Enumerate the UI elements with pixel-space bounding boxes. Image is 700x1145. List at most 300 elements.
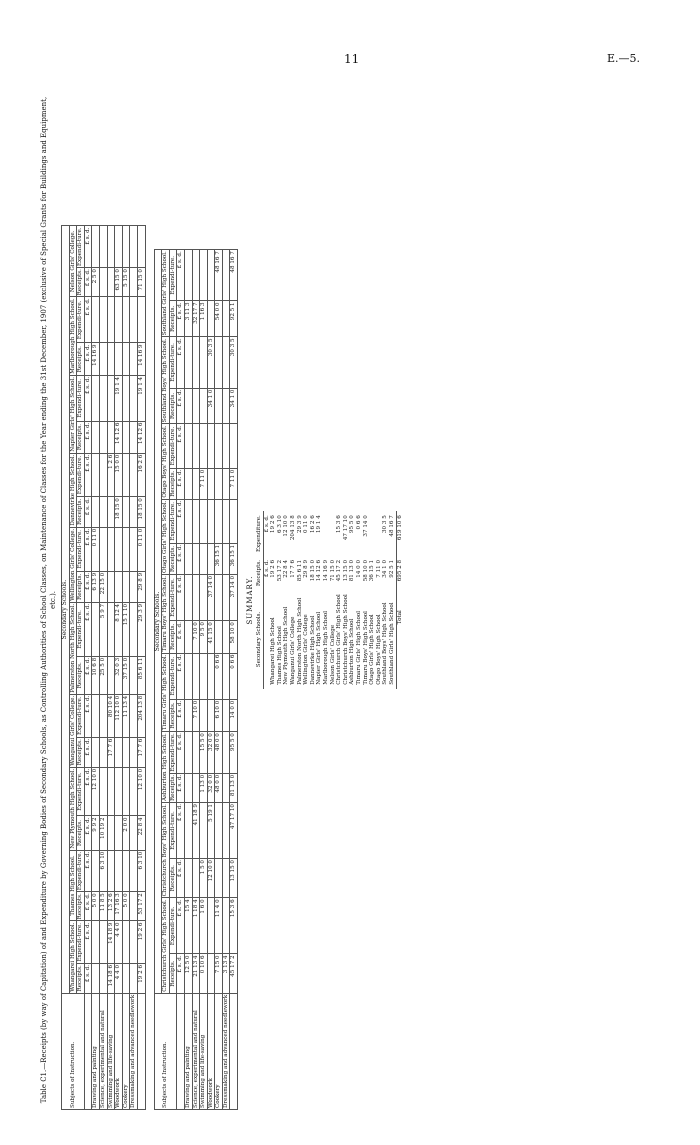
summary-total-row	[396, 511, 403, 689]
expenditure-value	[122, 226, 130, 268]
receipts-value: 2 5 0	[92, 268, 100, 297]
receipts-header: Receipts.	[169, 954, 177, 993]
expenditure-value	[99, 297, 107, 343]
summary-expenditure: 95 5 0	[349, 515, 356, 534]
units-cell: £ s. d.	[177, 301, 185, 337]
expenditure-value: 0 11 0	[92, 527, 100, 571]
expenditure-value	[99, 453, 107, 496]
expenditure-value	[207, 499, 215, 543]
expenditure-value: 19 1 4	[115, 375, 123, 421]
table-row	[222, 250, 230, 1110]
expenditure-value	[192, 732, 200, 774]
summary-receipts: 19 2 6	[270, 559, 277, 578]
totals-spacer	[230, 993, 238, 1109]
receipts-value	[200, 543, 208, 574]
receipts-header: Receipts.	[77, 656, 85, 694]
receipts-header: Receipts.	[77, 497, 85, 528]
units-cell: £ s. d.	[177, 543, 185, 574]
expenditure-total: 204 13 8	[137, 694, 145, 737]
expenditure-value	[92, 226, 100, 268]
summary-row	[376, 511, 383, 689]
units-cell: £ s. d.	[84, 527, 92, 571]
receipts-value: 21 13 4	[192, 954, 200, 993]
summary-receipts: 29 8 9	[303, 559, 310, 578]
receipts-value: 14 18 6	[107, 963, 115, 993]
summary-school-name: Napier Girls' High School	[316, 611, 323, 685]
summary-receipts-header: Receipts.	[256, 556, 263, 590]
expenditure-header: Expendi-ture.	[169, 424, 177, 468]
summary-school-name: Marlborough High School	[323, 610, 329, 685]
expenditure-value: 11 13 4	[122, 694, 130, 737]
expenditure-header: Expendi-ture.	[77, 694, 85, 737]
receipts-value: 4 4 0	[115, 963, 123, 993]
school-name: Southland Boys' High School.	[162, 338, 169, 423]
table-row	[184, 250, 192, 1110]
expenditure-value	[122, 375, 130, 421]
receipts-value: 10 19 2	[99, 816, 107, 850]
expenditure-value	[107, 602, 115, 656]
expenditure-value	[215, 574, 223, 620]
expenditure-value: 37 14 0	[207, 574, 215, 620]
receipts-header: Receipts.	[169, 859, 177, 898]
summary-school-name: Thames High School	[276, 626, 283, 685]
expenditure-total: 48 16 7	[230, 250, 238, 301]
summary-row	[389, 511, 396, 689]
summary-receipts: 13 15 0	[342, 559, 349, 582]
receipts-value	[192, 388, 200, 424]
expenditure-value: 112 10 0	[115, 694, 123, 737]
secondary-schools-header: Secondary Schools.	[154, 250, 162, 994]
units-cell: £ s. d.	[177, 803, 185, 859]
receipts-value	[184, 773, 192, 802]
units-cell: £ s. d.	[84, 375, 92, 421]
expenditure-value: 15 4	[184, 898, 192, 954]
expenditure-value	[122, 921, 130, 963]
subject-name: Swimming and life-saving	[107, 993, 115, 1109]
receipts-total: 53 17 2	[137, 892, 145, 921]
receipts-value	[207, 699, 215, 731]
receipts-value: 3 11 3	[184, 301, 192, 337]
summary-school-name: Dannevirke High School	[309, 615, 316, 685]
summary-expenditure: 15 3 6	[336, 515, 343, 534]
summary-school-name: Otago Girls' High School	[369, 614, 376, 685]
receipts-value	[222, 773, 230, 802]
subject-name: Cookery	[215, 993, 223, 1109]
units-cell: £ s. d.	[84, 892, 92, 921]
receipts-value	[122, 497, 130, 528]
expenditure-value: 1 18 4	[192, 898, 200, 954]
expenditure-value: 80 10 4	[107, 694, 115, 737]
receipts-total: 45 17 2	[230, 954, 238, 993]
expenditure-value	[115, 767, 123, 816]
receipts-value	[107, 268, 115, 297]
expenditure-value	[222, 898, 230, 954]
receipts-value	[130, 421, 138, 453]
school-name: Wanganui Girls' College.	[69, 695, 76, 766]
expenditure-total: 47 17 10	[230, 803, 238, 859]
receipts-value	[130, 656, 138, 694]
school-name: Ashburton High School.	[162, 733, 169, 802]
receipts-value	[130, 892, 138, 921]
receipts-header: Receipts.	[77, 965, 84, 992]
units-cell: £ s. d.	[84, 297, 92, 343]
expenditure-value	[184, 499, 192, 543]
receipts-value	[215, 859, 223, 898]
expenditure-value	[215, 424, 223, 468]
receipts-total: 36 15 1	[230, 543, 238, 574]
units-cell: £ s. d.	[177, 250, 185, 301]
summary-school-name: Wanganui Girls' College	[290, 616, 297, 685]
table-row	[215, 250, 223, 1110]
receipts-value: 6 13 9	[92, 571, 100, 602]
expenditure-value: 5 9 7	[99, 602, 107, 656]
expenditure-total: 16 2 6	[137, 453, 145, 496]
expenditure-value	[92, 694, 100, 737]
expenditure-header: Expendi-ture.	[169, 250, 177, 301]
receipts-header: Receipts.	[77, 739, 84, 766]
receipts-value: 2 0 0	[122, 816, 130, 850]
units-cell: £ s. d.	[84, 268, 92, 297]
table-row	[207, 250, 215, 1110]
expenditure-value	[99, 375, 107, 421]
expenditure-total: 0 11 0	[137, 527, 145, 571]
receipts-value	[130, 963, 138, 993]
receipts-value: 9 9 2	[92, 816, 100, 850]
receipts-value	[200, 699, 208, 731]
summary-row	[343, 511, 350, 689]
summary-row	[330, 511, 337, 689]
units-cell: £ s. d.	[177, 499, 185, 543]
summary-school-name: Otago Boys' High School	[375, 614, 382, 685]
receipts-value: 7 15 0	[215, 954, 223, 993]
receipts-value	[92, 737, 100, 767]
receipts-value: 17 7 6	[107, 737, 115, 767]
receipts-value	[107, 816, 115, 850]
receipts-total: 22 8 4	[137, 816, 145, 850]
summary-total-expenditure: 619 10 6	[396, 511, 403, 556]
receipts-total: 81 13 0	[230, 773, 238, 802]
expenditure-value	[200, 250, 208, 301]
expenditure-value	[184, 803, 192, 859]
subject-name: Drawing and painting	[92, 993, 100, 1109]
expenditure-value	[130, 921, 138, 963]
units-cell: £ s. d.	[177, 859, 185, 898]
summary-units-spacer	[263, 590, 270, 689]
expenditure-value	[184, 337, 192, 388]
subject-name: Drawing and painting	[184, 993, 192, 1109]
units-cell: £ s. d.	[84, 571, 92, 602]
expenditure-header: Expendi-ture.	[169, 337, 177, 388]
expenditure-value	[207, 653, 215, 699]
receipts-header: Receipts.	[169, 774, 176, 802]
expenditure-value: 8 12 4	[115, 602, 123, 656]
expenditure-value	[200, 803, 208, 859]
receipts-value	[184, 468, 192, 499]
expenditure-total	[137, 226, 145, 268]
expenditure-value: 30 3 5	[207, 337, 215, 388]
receipts-total: 58 10 0	[230, 621, 238, 653]
expenditure-value	[184, 424, 192, 468]
table-row	[122, 226, 130, 1110]
expenditure-value	[122, 453, 130, 496]
expenditure-total: 15 3 6	[230, 898, 238, 954]
receipts-value: 36 15 1	[215, 543, 223, 574]
receipts-value	[122, 737, 130, 767]
summary-receipts: 22 8 4	[283, 559, 290, 578]
units-cell: £ s. d.	[177, 424, 185, 468]
summary-expenditure: 204 13 8	[290, 515, 297, 541]
units-cell: £ s. d.	[84, 421, 92, 453]
units-cell: £ s. d.	[177, 468, 185, 499]
expenditure-value	[222, 337, 230, 388]
rotated-table-page	[40, 90, 510, 1110]
receipts-value: 9 5 0	[200, 621, 208, 653]
receipts-value: 10 6 8	[92, 656, 100, 694]
receipts-value	[92, 497, 100, 528]
expenditure-header: Expendi-ture.	[77, 602, 85, 656]
summary-expenditure: 0 11 0	[303, 515, 310, 534]
receipts-value: 63 15 0	[115, 268, 123, 297]
subject-name: Swimming and life-saving	[200, 993, 208, 1109]
receipts-value: 41 15 0	[207, 621, 215, 653]
summary-school-name: New Plymouth High School	[283, 606, 290, 685]
receipts-value	[122, 343, 130, 375]
receipts-value	[192, 468, 200, 499]
school-name: Dannevirke High School.	[69, 454, 76, 526]
expenditure-value	[122, 850, 130, 892]
expenditure-value: 32 0 0	[207, 732, 215, 774]
summary-school-name: Wellington Girls' College	[303, 614, 310, 685]
subjects-header: Subjects of Instruction.	[154, 993, 177, 1109]
summary-row	[323, 511, 330, 689]
school-name: Southland Girls' High School.	[162, 251, 169, 336]
units-cell: £ s. d.	[177, 653, 185, 699]
receipts-value: 12 10 0	[207, 859, 215, 898]
receipts-total: 85 6 11	[137, 656, 145, 694]
expenditure-value	[130, 694, 138, 737]
table-title: Table C1.—Receipts (by way of Capitation) of and Expenditure by Governing Bodies of Secondary Schools, as Controlling Authorities of School Classes, on Maintenance of Classes for the Year ending the 31st December, 1907 (exclusive of Special Grants for Buildings and Equipment, etc.).	[40, 96, 57, 1104]
receipts-value	[215, 468, 223, 499]
summary-receipts: 53 17 2	[276, 559, 283, 582]
receipts-total: 71 15 0	[137, 268, 145, 297]
expenditure-total: 6 3 10	[137, 850, 145, 892]
expenditure-value	[115, 850, 123, 892]
receipts-value: 48 0 0	[215, 773, 223, 802]
expenditure-value: 48 0 0	[215, 732, 223, 774]
summary-receipts: 14 16 9	[323, 559, 329, 582]
expenditure-value: 5 19 1	[207, 803, 215, 859]
summary-row	[369, 511, 376, 689]
expenditure-value	[222, 803, 230, 859]
receipts-total: 14 12 6	[137, 421, 145, 453]
summary-school-name: Southland Girls' High School	[388, 602, 395, 685]
summary-row	[270, 511, 277, 689]
expenditure-value: 1 6 0	[200, 898, 208, 954]
expenditure-value: 14 18 9	[107, 921, 115, 963]
receipts-value: 37 15 0	[122, 656, 130, 694]
units-cell: £ s. d.	[84, 343, 92, 375]
expenditure-value	[200, 574, 208, 620]
units-spacer	[177, 993, 185, 1109]
subject-name: Dressmaking and advanced needlework	[222, 994, 229, 1108]
summary-expenditure	[323, 511, 330, 556]
receipts-total: 14 0 0	[230, 699, 238, 731]
receipts-value: 32 17 7	[192, 301, 200, 337]
receipts-header: Receipts.	[77, 343, 85, 375]
receipts-value	[115, 816, 123, 850]
expenditure-value	[107, 226, 115, 268]
receipts-value	[184, 621, 192, 653]
expenditure-value	[207, 898, 215, 954]
expenditure-value: 4 4 0	[115, 921, 123, 963]
receipts-value: 0 10 6	[200, 954, 208, 993]
summary-expenditure	[330, 511, 337, 556]
summary-row	[356, 511, 363, 689]
receipts-value	[215, 388, 223, 424]
summary-receipts: 14 12 6	[316, 559, 323, 582]
summary-expenditure: 6 3 10	[276, 515, 283, 534]
units-cell: £ s. d.	[177, 574, 185, 620]
expenditure-value: 15 0 0	[115, 453, 123, 496]
expenditure-total: 19 2 6	[137, 921, 145, 963]
expenditure-total: 29 3 9	[137, 602, 145, 656]
summary-header-row	[256, 511, 263, 689]
summary-school-name: Ashburton High School	[349, 618, 356, 685]
units-cell: £ s. d.	[84, 656, 92, 694]
units-cell: £ s. d.	[84, 816, 92, 850]
receipts-value	[115, 571, 123, 602]
expenditure-value	[122, 297, 130, 343]
units-row	[84, 226, 92, 1110]
expenditure-value	[130, 527, 138, 571]
receipts-value	[207, 301, 215, 337]
summary-expenditure	[376, 511, 383, 556]
summary-school-name: Christchurch Boys' High School	[342, 594, 349, 685]
expenditure-value	[222, 499, 230, 543]
receipts-value	[184, 388, 192, 424]
summary-total-label: Total	[396, 590, 403, 689]
receipts-total: 34 1 0	[230, 388, 238, 424]
expenditure-value	[130, 226, 138, 268]
summary-expenditure	[369, 511, 376, 556]
units-cell: £ s. d.	[84, 694, 92, 737]
units-cell: £ s. d.	[177, 898, 185, 954]
summary-expenditure: 16 2 6	[309, 515, 316, 534]
expenditure-header: Expendi-ture.	[77, 375, 85, 421]
receipts-value	[184, 699, 192, 731]
receipts-value: 25 5 0	[99, 656, 107, 694]
summary-total-receipts: 695 2 8	[396, 556, 403, 590]
expenditure-value	[107, 297, 115, 343]
summary-receipts: 17 7 6	[290, 559, 297, 578]
receipts-value	[200, 388, 208, 424]
expenditure-header: Expendi-ture.	[169, 653, 177, 699]
expenditure-header: Expendi-ture.	[169, 803, 177, 859]
receipts-value	[99, 268, 107, 297]
receipts-header: Receipts.	[169, 388, 177, 424]
expenditure-value	[99, 226, 107, 268]
receipts-value	[92, 421, 100, 453]
receipts-value	[130, 497, 138, 528]
receipts-value	[130, 816, 138, 850]
subject-name: Dressmaking and advanced needlework	[130, 994, 137, 1108]
school-name: Christchurch Boys' High School.	[162, 804, 169, 897]
summary-expenditure: 48 16 7	[388, 515, 395, 537]
summary-row	[290, 511, 297, 689]
table-row	[99, 226, 107, 1110]
summary-school-name: Timaru Girls' High School	[355, 610, 362, 685]
expenditure-header: Expendi-ture.	[169, 499, 177, 543]
receipts-total: 19 2 6	[137, 963, 145, 993]
summary-receipts: 92 5 1	[388, 559, 395, 578]
school-name: Thames High School.	[69, 850, 77, 921]
receipts-value	[215, 621, 223, 653]
expenditure-value	[92, 453, 100, 496]
expenditure-value	[222, 250, 230, 301]
receipts-header: Receipts.	[169, 468, 177, 499]
receipts-value	[130, 737, 138, 767]
expenditure-header: Expendi-ture.	[169, 574, 177, 620]
expenditure-total	[230, 424, 238, 468]
receipts-header: Receipts.	[169, 699, 177, 731]
receipts-value: 1 16 3	[200, 301, 208, 337]
receipts-value: 17 16 3	[115, 892, 123, 921]
expenditure-value	[222, 574, 230, 620]
summary-title: SUMMARY.	[246, 575, 255, 625]
expenditure-value	[99, 767, 107, 816]
summary-expenditure: 30 3 5	[382, 515, 389, 534]
expenditure-header: Expendi-ture.	[77, 227, 84, 267]
expenditure-value	[122, 527, 130, 571]
units-cell: £ s. d.	[84, 921, 92, 963]
expenditure-value: 1 2 6	[107, 453, 115, 496]
expenditure-total: 0 6 6	[230, 653, 238, 699]
receipts-value: 34 1 0	[207, 388, 215, 424]
summary-expenditure: 47 17 10	[342, 515, 349, 541]
school-name: Timaru Boys' High School.	[162, 575, 169, 652]
school-name: Napier Girls' High School.	[69, 376, 76, 452]
summary-receipts: 71 15 0	[329, 559, 336, 582]
expenditure-value	[207, 424, 215, 468]
column-labels-row	[169, 250, 177, 1110]
expenditure-value	[215, 803, 223, 859]
units-cell: £ s. d.	[84, 602, 92, 656]
receipts-value	[222, 699, 230, 731]
summary-row	[336, 511, 343, 689]
expenditure-value	[92, 297, 100, 343]
subjects-header: Subjects of Instruction.	[62, 993, 85, 1109]
expenditure-value	[222, 653, 230, 699]
receipts-value	[222, 543, 230, 574]
receipts-value	[107, 497, 115, 528]
receipts-value	[192, 773, 200, 802]
summary-expenditure: 19 2 6	[270, 515, 277, 534]
receipts-value	[115, 343, 123, 375]
expenditure-value	[192, 574, 200, 620]
expenditure-value	[107, 375, 115, 421]
summary-receipts: 85 6 11	[296, 559, 303, 582]
summary-row	[316, 511, 323, 689]
units-cell: £ s. d.	[177, 732, 185, 774]
receipts-value	[122, 963, 130, 993]
expenditure-value	[92, 850, 100, 892]
summary-row	[297, 511, 304, 689]
subject-name: Woodwork	[207, 993, 215, 1109]
receipts-value	[92, 963, 100, 993]
expenditure-total: 19 1 4	[137, 375, 145, 421]
units-cell: £ s. d.	[84, 453, 92, 496]
expenditure-value	[92, 602, 100, 656]
